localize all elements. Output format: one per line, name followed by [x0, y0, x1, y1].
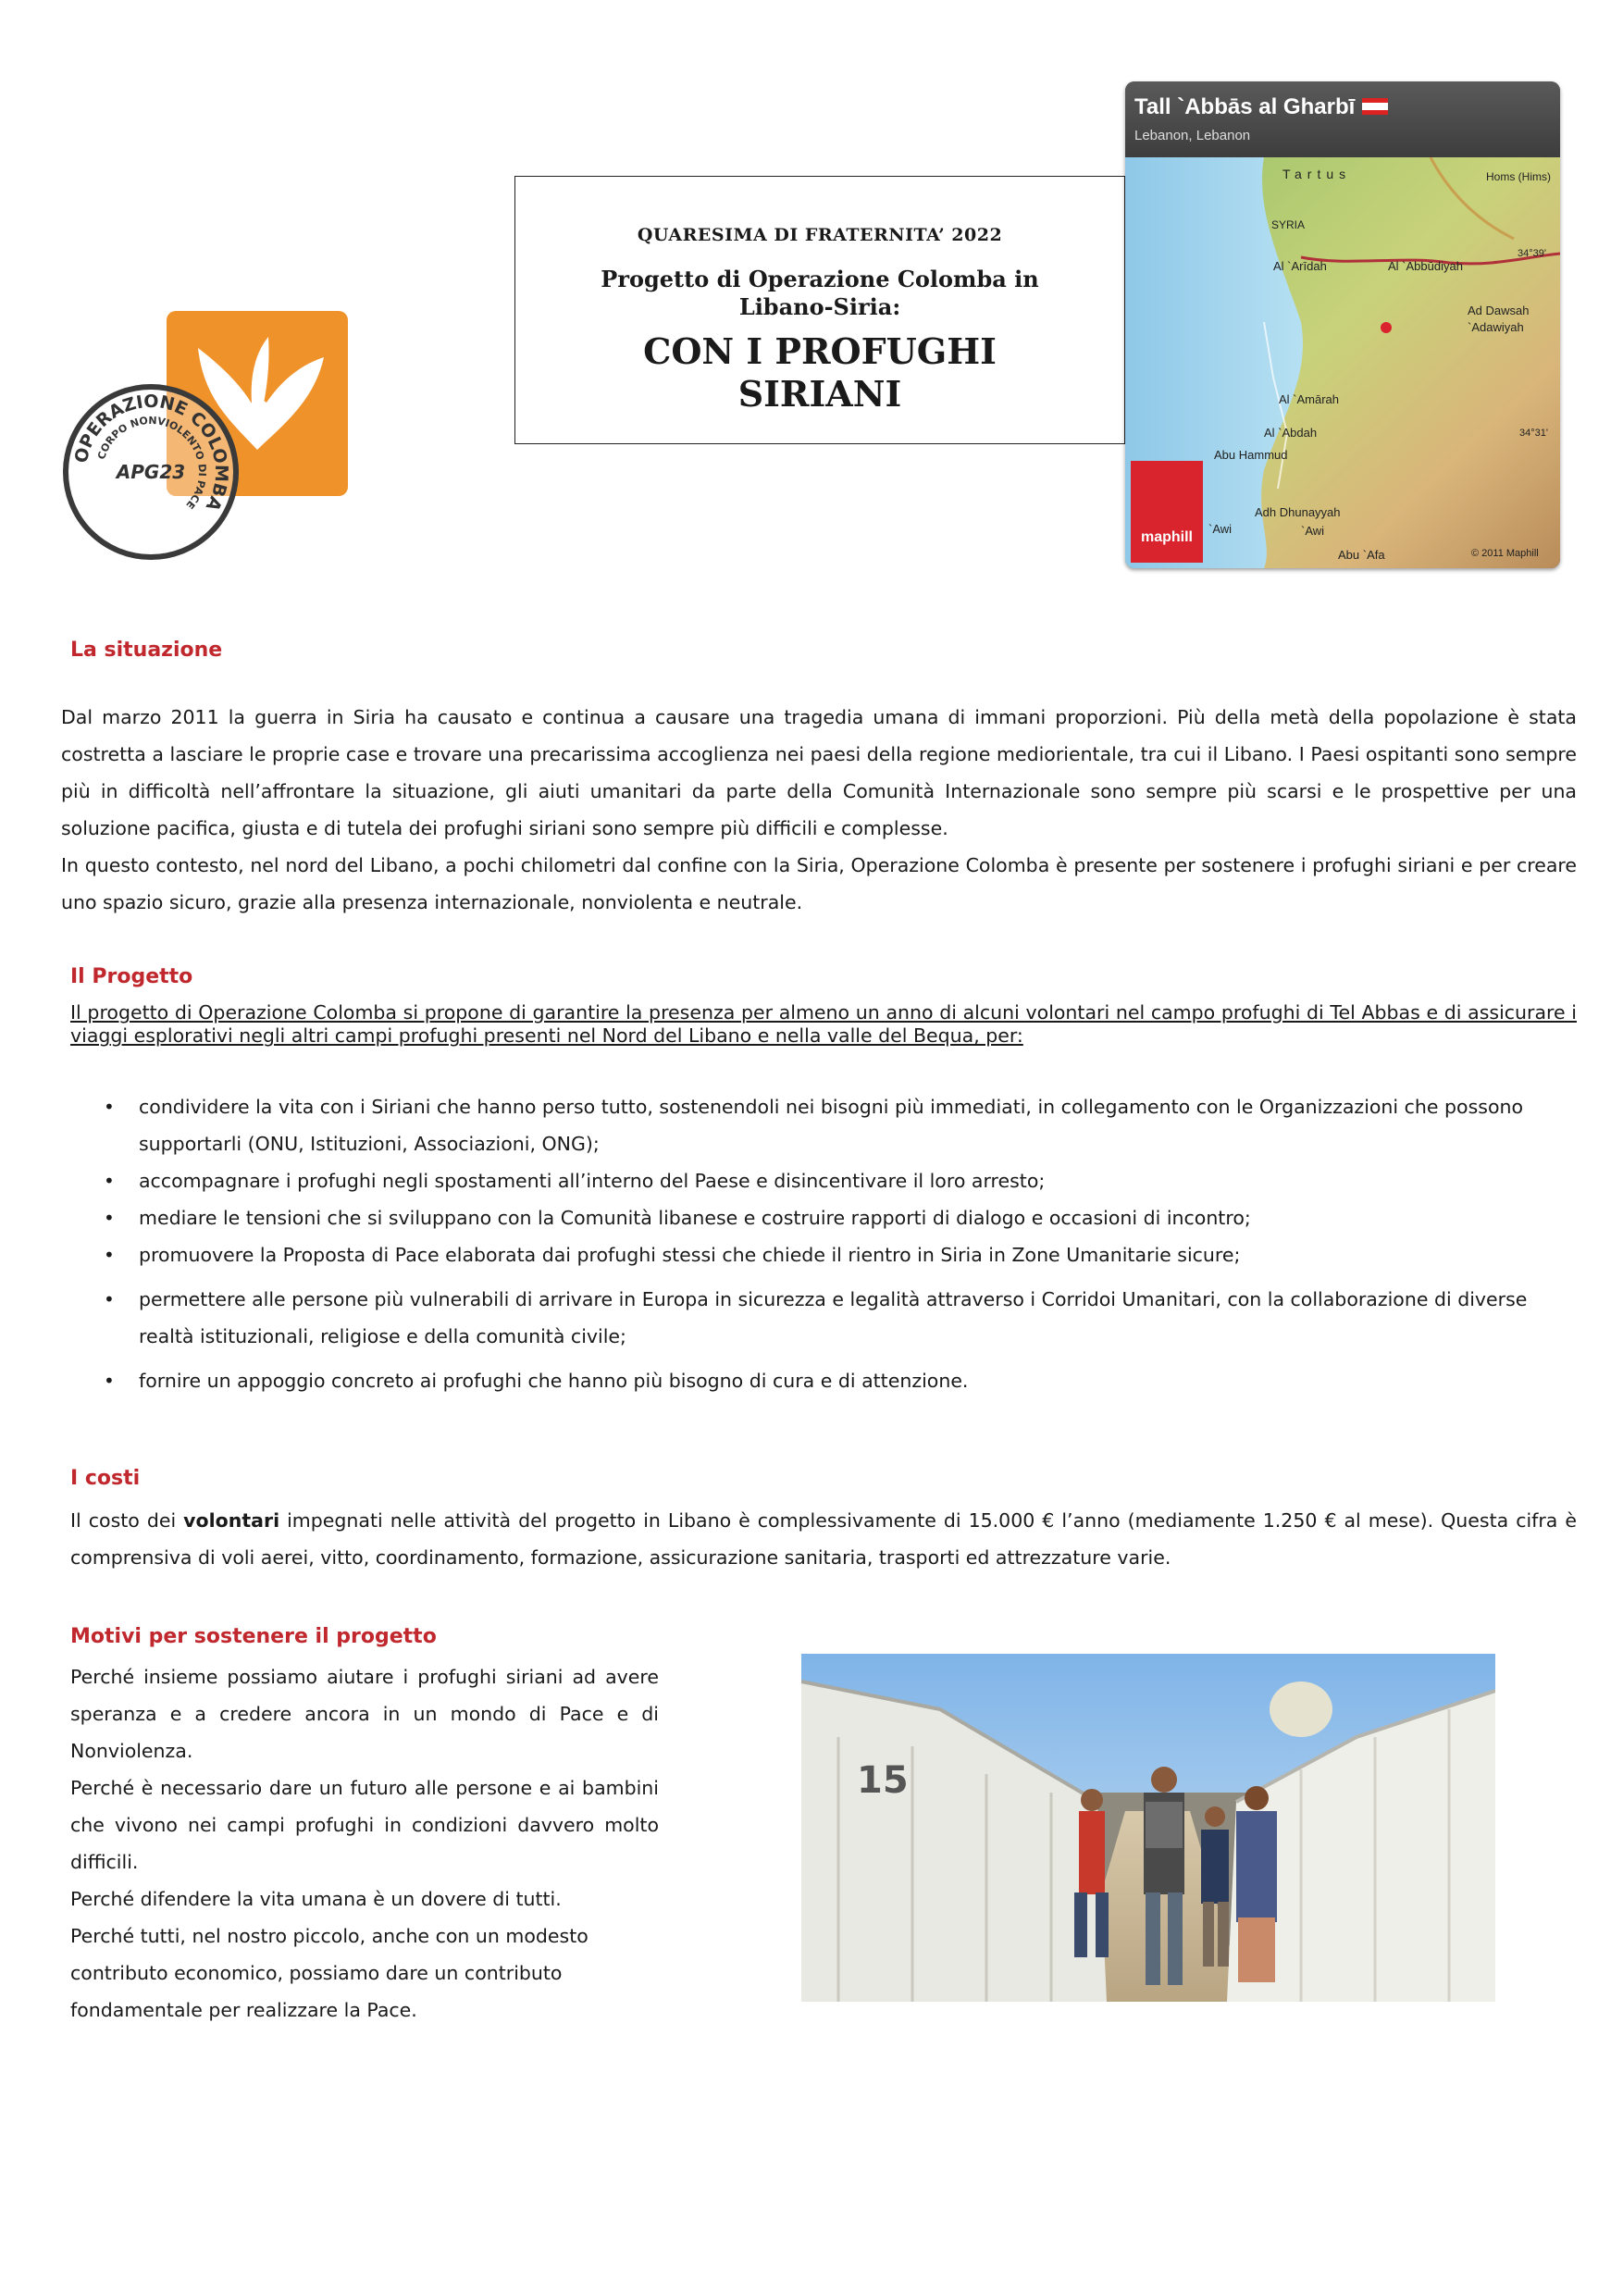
situation-text: [61, 699, 1577, 921]
list-item: • fornire un appoggio concreto ai profughi che hanno più bisogno di cura e di attenzione.: [104, 1362, 1547, 1399]
reasons-heading: Motivi per sostenere il progetto: [70, 1625, 437, 1648]
headline: CON I PROFUGHI SIRIANI: [643, 330, 997, 415]
reasons-text: [70, 1658, 659, 2029]
stamp-outer-text: OPERAZIONE COLOMBA: [70, 391, 232, 515]
situation-heading: La situazione: [70, 639, 223, 662]
project-intro: Il progetto di Operazione Colomba si propone di garantire la presenza per almeno un anno di alcuni volontari nel campo profughi di Tel Abbas e di assicurare i viaggi esplorativi negli altri campi profughi presenti nel Nord del Libano e nella valle del Bequa, per:: [70, 1001, 1577, 1047]
map-label: Ad Dawsah: [1468, 304, 1530, 317]
map-label: Tartus: [1282, 167, 1352, 181]
volunteers-bold: volontari: [183, 1509, 280, 1532]
reason-line: Perché difendere la vita umana è un dovere di tutti.: [70, 1888, 562, 1910]
project-heading: Il Progetto: [70, 965, 193, 988]
map-label: 34°39': [1518, 248, 1546, 259]
map-label: Adh Dhunayyah: [1255, 505, 1341, 519]
situation-paragraph-2: In questo contesto, nel nord del Libano, a pochi chilometri dal confine con la Siria, Operazione Colomba è presente per sostenere i profughi siriani e per creare uno spazio sicuro, grazie alla presenza internazionale, nonviolenta e neutrale.: [61, 854, 1577, 913]
map-region: Lebanon, Lebanon: [1134, 128, 1251, 143]
map-label: Al `Abdah: [1264, 426, 1318, 440]
title-box: [514, 176, 1125, 444]
lebanon-flag-icon: [1362, 98, 1388, 115]
map-label: Abu `Afa: [1338, 548, 1385, 562]
refugee-camp-photo: [801, 1654, 1495, 2002]
stamp-inner-text: CORPO NONVIOLENTO DI PACE: [95, 414, 209, 512]
peace-stamp: [63, 384, 239, 560]
map-copyright: © 2011 Maphill: [1471, 548, 1539, 559]
map-label: `Adawiyah: [1468, 320, 1524, 334]
map-label: `Awi: [1301, 524, 1325, 538]
map-place-name: Tall `Abbās al Gharbī: [1134, 94, 1356, 119]
reason-line: Perché è necessario dare un futuro alle persone e ai bambini che vivono nei campi profughi in condizioni davvero molto difficili.: [70, 1777, 659, 1873]
bullet-icon: •: [104, 1096, 115, 1118]
costs-text: Il costo dei volontari impegnati nelle attività del progetto in Libano è complessivamente di 15.000 € l’anno (mediamente 1.250 € al mese). Questa cifra è comprensiva di voli aerei, vitto, coordinamento, formazione, assicurazione sanitaria, trasporti ed attrezzature varie.: [70, 1509, 1577, 1569]
bullet-icon: •: [104, 1288, 115, 1310]
map-label: Al `Abbūdiyah: [1388, 259, 1463, 273]
project-goals-list: [104, 1088, 1547, 1399]
list-item: • accompagnare i profughi negli spostamenti all’interno del Paese e disincentivare il loro arresto;: [104, 1162, 1547, 1199]
bullet-icon: •: [104, 1170, 115, 1192]
operazione-colomba-logo: [61, 305, 357, 583]
map-label: Al `Arīdah: [1273, 259, 1327, 273]
reason-line: Perché insieme possiamo aiutare i profughi siriani ad avere speranza e a credere ancora in un mondo di Pace e di Nonviolenza.: [70, 1666, 659, 1762]
kicker-title: QUARESIMA DI FRATERNITA’ 2022: [637, 225, 1003, 245]
map-label: `Awi: [1208, 522, 1233, 536]
subtitle: Progetto di Operazione Colomba in Libano-Siria:: [601, 266, 1039, 320]
list-item: • condividere la vita con i Siriani che hanno perso tutto, sostenendoli nei bisogni più immediati, in collegamento con le Organizzazioni che possono supportarli (ONU, Istituzioni, Associazioni, ONG);: [104, 1088, 1547, 1162]
map-label: Abu Hammud: [1214, 448, 1288, 462]
list-item: • promuovere la Proposta di Pace elaborata dai profughi stessi che chiede il rientro in Siria in Zone Umanitarie sicure;: [104, 1236, 1547, 1273]
costs-heading: I costi: [70, 1467, 141, 1490]
bullet-icon: •: [104, 1370, 115, 1392]
location-pin-icon: [1381, 322, 1392, 333]
reason-line: Perché tutti, nel nostro piccolo, anche con un modesto contributo economico, possiamo dare un contributo fondamentale per realizzare la Pace.: [70, 1925, 588, 2021]
maphill-logo: maphill: [1131, 461, 1203, 563]
location-map: [1125, 81, 1560, 568]
situation-paragraph-1: Dal marzo 2011 la guerra in Siria ha causato e continua a causare una tragedia umana di immani proporzioni. Più della metà della popolazione è stata costretta a lasciare le proprie case e trovare una precarissima accoglienza nei paesi della regione mediorientale, tra cui il Libano. I Paesi ospitanti sono sempre più in difficoltà nell’affrontare la situazione, gli aiuti umanitari da parte della Comunità Internazionale sono sempre più scarsi e le prospettive per una soluzione pacifica, giusta e di tutela dei profughi siriani sono sempre più difficili e complesse.: [61, 706, 1577, 839]
list-item: • permettere alle persone più vulnerabili di arrivare in Europa in sicurezza e legalità attraverso i Corridoi Umanitari, con la collaborazione di diverse realtà istituzionali, religiose e della comunità civile;: [104, 1281, 1547, 1355]
list-item: • mediare le tensioni che si sviluppano con la Comunità libanese e costruire rapporti di dialogo e occasioni di incontro;: [104, 1199, 1547, 1236]
map-label: 34°31': [1519, 428, 1548, 439]
map-label: Al `Amārah: [1279, 392, 1340, 406]
tent-number: 15: [857, 1759, 909, 1802]
bullet-icon: •: [104, 1244, 115, 1266]
map-label: Homs (Hims): [1486, 170, 1551, 183]
bullet-icon: •: [104, 1207, 115, 1229]
stamp-center-text: APG23: [116, 461, 186, 483]
map-label: SYRIA: [1271, 218, 1306, 231]
